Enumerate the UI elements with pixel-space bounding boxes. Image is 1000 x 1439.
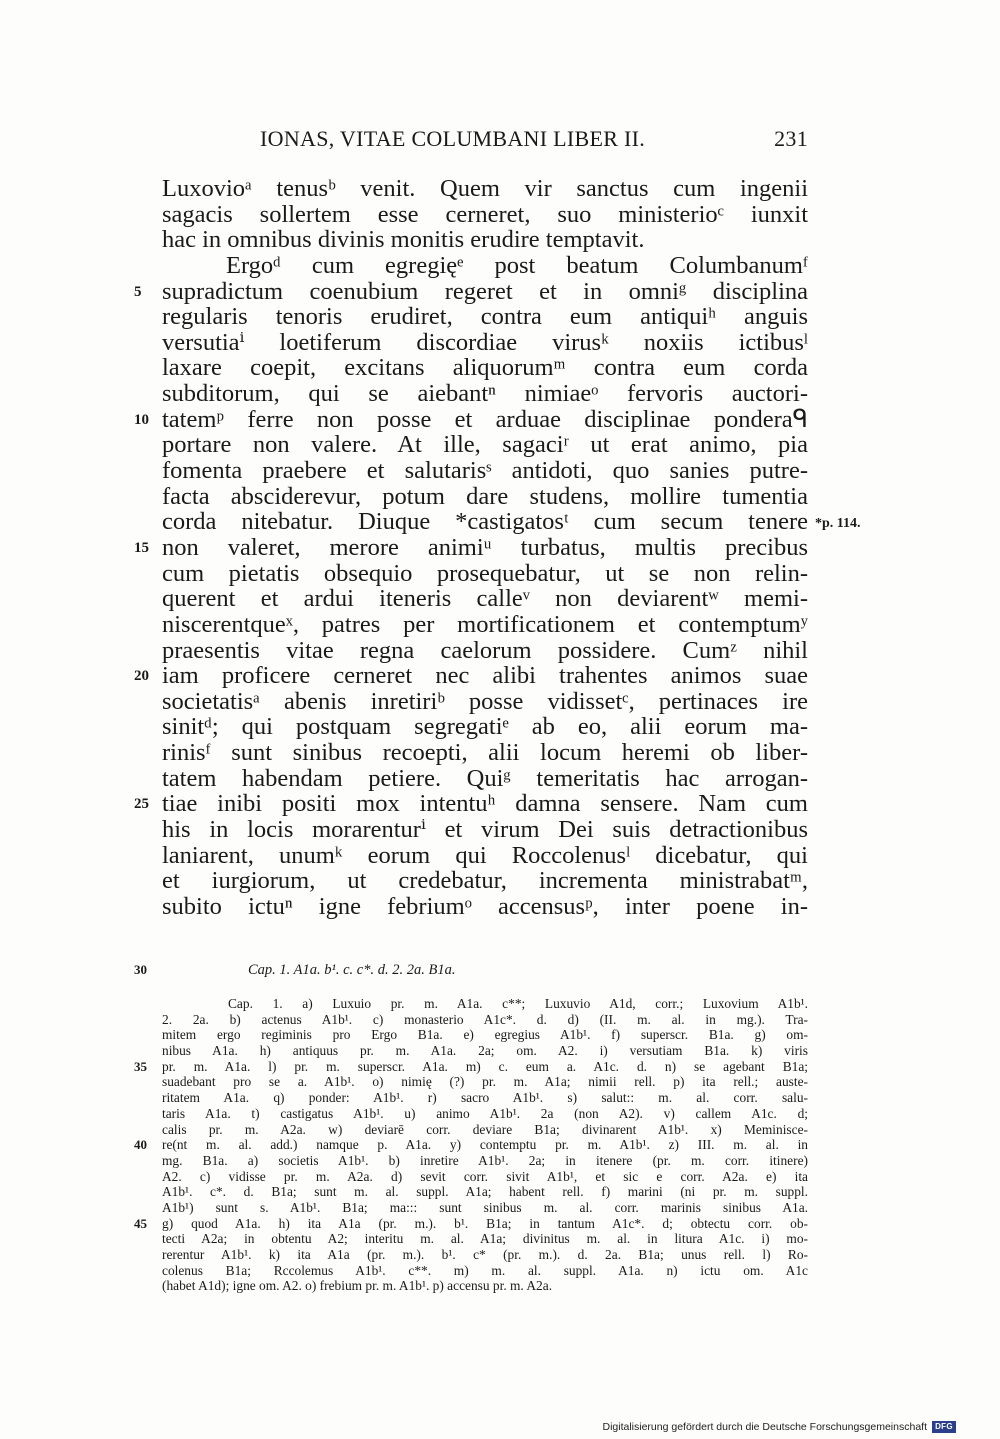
line-text: tatem habendam petiere. Quiᵍ temeritatis hac arrogan- — [162, 764, 808, 792]
apparatus-line — [0, 1169, 1000, 1185]
text-line — [0, 868, 1000, 894]
line-text: sinitᵈ; qui postquam segregatiᵉ ab eo, alii eorum ma- — [162, 713, 808, 741]
line-text: versutiaⁱ loetiferum discordiae virusᵏ noxiis ictibusˡ — [162, 328, 808, 356]
line-text: niscerentqueˣ, patres per mortificationem et contemptumʸ — [162, 610, 808, 638]
text-line — [0, 227, 1000, 253]
text-line — [0, 689, 1000, 715]
apparatus-line — [0, 1216, 1000, 1232]
apparatus-line — [0, 1090, 1000, 1106]
line-text: tatemᵖ ferre non posse et arduae disciplinae ponderaᑫ — [162, 405, 808, 433]
line-text: hac in omnibus divinis monitis erudire temptavit. — [162, 226, 645, 254]
text-line — [0, 432, 1000, 458]
line-text: querent et ardui iteneris calleᵛ non deviarentʷ memi- — [162, 585, 808, 613]
line-text: corda nitebatur. Diuque *castigatosᵗ cum secum tenere — [162, 508, 808, 536]
line-text: iam proficere cerneret nec alibi trahentes animos suae — [162, 662, 808, 690]
apparatus-text: calis pr. m. A2a. w) deviarē corr. deviare B1a; divinarent A1b¹. x) Meminisce- — [162, 1121, 808, 1137]
apparatus-line — [0, 1012, 1000, 1028]
text-line — [0, 355, 1000, 381]
line-text: regularis tenoris erudiret, contra eum antiquiʰ anguis — [162, 303, 808, 331]
apparatus-line — [0, 1153, 1000, 1169]
text-line — [0, 766, 1000, 792]
line-number: 35 — [134, 1058, 147, 1074]
apparatus-line — [0, 1043, 1000, 1059]
text-line — [0, 407, 1000, 433]
apparatus-line — [0, 1074, 1000, 1090]
text-line — [0, 458, 1000, 484]
running-header — [160, 126, 808, 156]
text-line — [0, 843, 1000, 869]
apparatus-line — [0, 1184, 1000, 1200]
apparatus-text: A1b¹. c*. d. B1a; sunt m. al. suppl. A1a; habent rell. f) marini (ni pr. m. suppl. — [162, 1184, 808, 1200]
line-text: fomenta praebere et salutarisˢ antidoti, quo sanies putre- — [162, 457, 808, 485]
apparatus-line — [0, 1137, 1000, 1153]
apparatus-text: 2. 2a. b) actenus A1b¹. c) monasterio A1c*. d. d) (II. m. al. in mg.). Tra- — [162, 1011, 808, 1027]
line-text: subito ictuⁿ igne febriumᵒ accensusᵖ, inter poene in- — [162, 892, 808, 920]
text-line — [0, 586, 1000, 612]
apparatus-text: A1b¹) sunt s. A1b¹. B1a; ma::: sunt sinibus m. al. corr. marinis sinibus A1a. — [162, 1199, 808, 1215]
line-number: 20 — [134, 668, 149, 685]
main-text — [0, 176, 1000, 920]
apparatus-line — [0, 1278, 1000, 1294]
line-text: facta absciderevur, potum dare studens, mollire tumentia — [162, 482, 808, 510]
manuscript-sigla-line — [0, 962, 1000, 982]
sigla-text: Cap. 1. A1a. b¹. c. c*. d. 2. 2a. B1a. — [248, 962, 456, 978]
apparatus-line — [0, 1231, 1000, 1247]
text-line — [0, 330, 1000, 356]
text-line — [0, 894, 1000, 920]
text-line — [0, 714, 1000, 740]
apparatus-text: A2. c) vidisse pr. m. A2a. d) sevit corr. sivit A1b¹, et sic e corr. A2a. e) ita — [162, 1168, 808, 1184]
line-text: tiae inibi positi mox intentuʰ damna sensere. Nam cum — [162, 790, 808, 818]
text-line — [0, 535, 1000, 561]
text-line — [0, 202, 1000, 228]
text-line — [0, 176, 1000, 202]
text-line — [0, 253, 1000, 279]
line-number: 5 — [134, 283, 142, 300]
line-text: Luxovioᵃ tenusᵇ venit. Quem vir sanctus cum ingenii — [162, 175, 808, 202]
line-text: laxare coepit, excitans aliquorumᵐ contra eum corda — [162, 354, 808, 382]
apparatus-text: (habet A1d); igne om. A2. o) frebium pr. m. A1b¹. p) accensu pr. m. A2a. — [162, 1278, 553, 1294]
text-line — [0, 509, 1000, 535]
apparatus-text: colenus B1a; Rccolemus A1b¹. c**. m) m. al. suppl. A1a. n) ictu om. A1c — [162, 1262, 808, 1278]
dfg-logo: DFG — [932, 1421, 956, 1433]
line-number: 25 — [134, 796, 149, 813]
line-text: societatisᵃ abenis inretiriᵇ posse vidissetᶜ, pertinaces ire — [162, 687, 808, 715]
digitization-credit — [602, 1420, 956, 1434]
line-number: 10 — [134, 411, 149, 428]
text-line — [0, 381, 1000, 407]
apparatus-line — [0, 1200, 1000, 1216]
line-text: subditorum, qui se aiebantⁿ nimiaeᵒ fervoris auctori- — [162, 380, 808, 408]
line-text: portare non valere. At ille, sagaciʳ ut erat animo, pia — [162, 431, 808, 459]
apparatus-text: pr. m. A1a. l) pr. m. superscr. A1a. m) c. eum a. A1c. d. n) se agebant B1a; — [162, 1058, 808, 1074]
text-line — [0, 740, 1000, 766]
text-line — [0, 484, 1000, 510]
line-text: non valeret, merore animiᵘ turbatus, multis precibus — [162, 533, 808, 561]
apparatus-text: taris A1a. t) castigatus A1b¹. u) animo A1b¹. 2a (non A2). v) callem A1c. d; — [162, 1105, 808, 1121]
line-text: laniarent, unumᵏ eorum qui Roccolenusˡ dicebatur, qui — [162, 841, 808, 869]
text-line — [0, 638, 1000, 664]
apparatus-line — [0, 1106, 1000, 1122]
line-number: 40 — [134, 1137, 147, 1153]
credit-text: Digitalisierung gefördert durch die Deutsche Forschungsgemeinschaft — [602, 1421, 927, 1433]
running-title: IONAS, VITAE COLUMBANI LIBER II. — [260, 126, 646, 151]
apparatus-text: re(nt m. al. add.) namque p. A1a. y) contemptu pr. m. A1b¹. z) III. m. al. in — [162, 1137, 808, 1153]
text-line — [0, 791, 1000, 817]
line-text: rinisᶠ sunt sinibus recoepti, alii locum heremi ob liber- — [162, 739, 808, 767]
line-number: 45 — [134, 1215, 147, 1231]
apparatus-line — [0, 1122, 1000, 1138]
apparatus-text: g) quod A1a. h) ita A1a (pr. m.). b¹. B1a; in tantum A1c*. d; obtectu corr. ob- — [162, 1215, 808, 1231]
line-text: his in locis morarenturⁱ et virum Dei suis detractionibus — [162, 816, 808, 844]
text-line — [0, 817, 1000, 843]
line-number: 30 — [134, 962, 147, 977]
apparatus-text: suadebant pro se a. A1b¹. o) nimię (?) pr. m. A1a; nimii rell. p) ita rell.; auste- — [162, 1074, 808, 1090]
critical-apparatus — [0, 996, 1000, 1294]
apparatus-line — [0, 1263, 1000, 1279]
line-text: supradictum coenubium regeret et in omniᵍ disciplina — [162, 277, 808, 305]
text-line — [0, 304, 1000, 330]
line-text: Ergoᵈ cum egregięᵉ post beatum Columbanumᶠ — [226, 251, 808, 279]
text-line — [0, 663, 1000, 689]
apparatus-line — [0, 1059, 1000, 1075]
apparatus-text: rerentur A1b¹. k) ita A1a (pr. m.). b¹. c* (pr. m.). d. 2a. B1a; unus rell. l) Ro- — [162, 1247, 808, 1262]
text-line — [0, 612, 1000, 638]
apparatus-text: mg. B1a. a) societis A1b¹. b) inretire A1b¹. 2a; in itenere (pr. m. corr. itinere) — [162, 1152, 808, 1168]
apparatus-text: nibus A1a. h) antiquus pr. m. A1a. 2a; om. A2. i) versutiam B1a. k) viris — [162, 1043, 808, 1059]
line-number: 15 — [134, 539, 149, 556]
apparatus-text: ritatem A1a. q) ponder: A1b¹. r) sacro A1b¹. s) salut:: m. al. corr. salu- — [162, 1090, 808, 1106]
line-text: et iurgiorum, ut credebatur, incrementa ministrabatᵐ, — [162, 867, 808, 895]
text-line — [0, 279, 1000, 305]
apparatus-text: mitem ergo regiminis pro Ergo B1a. e) egregius A1b¹. f) superscr. B1a. g) om- — [162, 1027, 808, 1043]
line-text: sagacis sollertem esse cerneret, suo ministerioᶜ iunxit — [162, 200, 808, 228]
marginal-page-reference: *p. 114. — [815, 516, 861, 532]
page-number: 231 — [774, 126, 808, 151]
text-line — [0, 561, 1000, 587]
line-text: cum pietatis obsequio prosequebatur, ut se non relin- — [162, 559, 808, 587]
apparatus-line — [0, 996, 1000, 1012]
apparatus-text: Cap. 1. a) Luxuio pr. m. A1a. c**; Luxuvio A1d, corr.; Luxovium A1b¹. — [228, 996, 808, 1011]
apparatus-line — [0, 1027, 1000, 1043]
apparatus-text: tecti A2a; in obtentu A2; interitu m. al. A1a; divinitus m. al. in litura A1c. i) mo- — [162, 1231, 808, 1247]
line-text: praesentis vitae regna caelorum possidere. Cumᶻ nihil — [162, 636, 808, 664]
apparatus-line — [0, 1247, 1000, 1263]
